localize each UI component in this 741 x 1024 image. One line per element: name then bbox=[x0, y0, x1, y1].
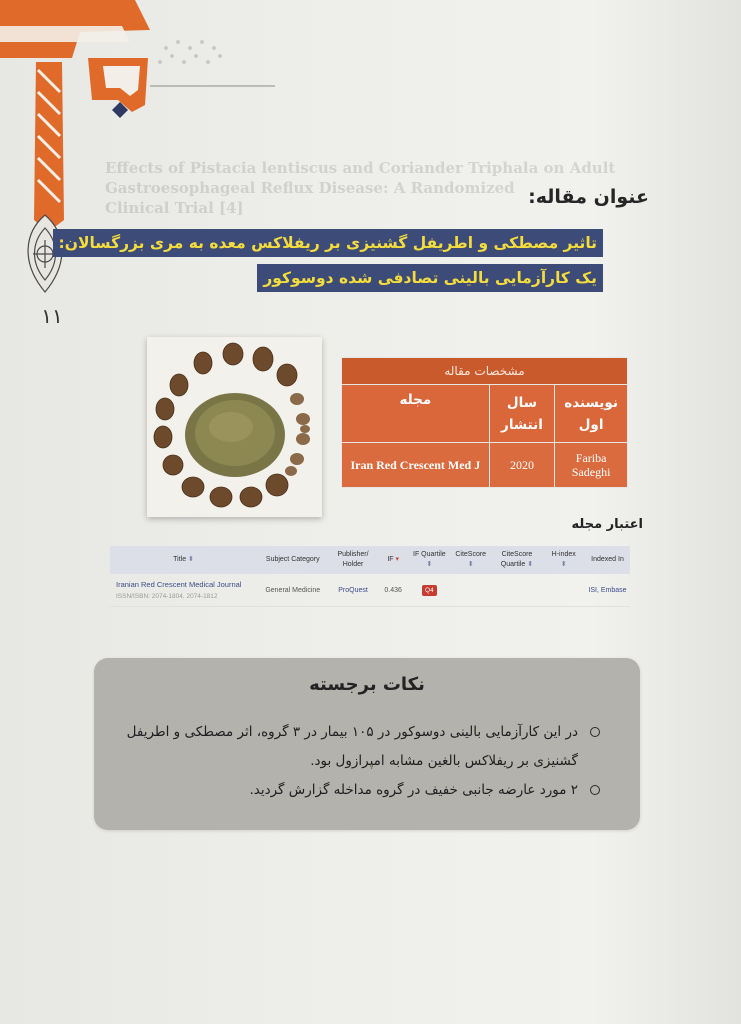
circle-bullet-icon bbox=[590, 727, 600, 737]
journal-title-cell bbox=[110, 574, 257, 607]
article-title bbox=[53, 229, 603, 292]
journal-if-quartile bbox=[409, 574, 450, 607]
col-citescore[interactable]: CiteScore ⬍ bbox=[450, 546, 492, 574]
ghost-line: Gastroesophageal Reflux Disease: A Randomized bbox=[105, 179, 515, 197]
article-title-line-1: تاثیر مصطکی و اطریفل گشنیزی بر ریفلاکس معده به مری بزرگسالان: bbox=[53, 229, 603, 257]
journal-if: 0.436 bbox=[378, 574, 409, 607]
journal-credit-label: اعتبار مجله bbox=[571, 517, 643, 532]
page-number: ۱۱ bbox=[41, 304, 63, 328]
col-if[interactable]: IF ▾ bbox=[378, 546, 409, 574]
spec-col-journal: مجله bbox=[342, 385, 490, 443]
sort-arrows-icon: ⬍ bbox=[188, 556, 194, 563]
spec-value-year: 2020 bbox=[489, 443, 554, 488]
table-row bbox=[110, 574, 630, 607]
article-title-line-2: یک کارآزمایی بالینی تصادفی شده دوسوکور bbox=[257, 264, 603, 292]
journal-metrics-table bbox=[110, 546, 630, 607]
article-spec-table bbox=[341, 357, 628, 488]
spec-value-journal: Iran Red Crescent Med J bbox=[342, 443, 490, 488]
spec-table-heading: مشخصات مقاله bbox=[342, 358, 628, 385]
col-publisher[interactable]: Publisher/ Holder bbox=[328, 546, 377, 574]
circle-bullet-icon bbox=[590, 785, 600, 795]
spec-col-author: نویسنده اول bbox=[555, 385, 628, 443]
spec-col-year: سال انتشار bbox=[489, 385, 554, 443]
col-title[interactable]: Title ⬍ bbox=[110, 546, 257, 574]
journal-indexed-in: ISI, Embase bbox=[585, 574, 630, 607]
journal-subject: General Medicine bbox=[257, 574, 328, 607]
highlight-text: در این کارآزمایی بالینی دوسوکور در ۱۰۵ بیمار در ۳ گروه، اثر مصطکی و اطریفل گشنیزی بر ریفلاکس بالغین مشابه امپرازول بود. bbox=[126, 724, 578, 769]
journal-citescore-quartile bbox=[491, 574, 542, 607]
article-title-label: عنوان مقاله: bbox=[528, 186, 649, 208]
col-citescore-quartile[interactable]: CiteScore Quartile ⬍ bbox=[491, 546, 542, 574]
col-subject[interactable]: Subject Category bbox=[257, 546, 328, 574]
journal-citescore bbox=[450, 574, 492, 607]
quartile-badge: Q4 bbox=[422, 585, 437, 596]
spec-value-author: Fariba Sadeghi bbox=[555, 443, 628, 488]
herb-photo bbox=[147, 337, 322, 517]
ghost-line: Effects of Pistacia lentiscus and Coriander Triphala on Adult bbox=[105, 159, 616, 177]
journal-h-index bbox=[542, 574, 585, 607]
list-item bbox=[112, 776, 600, 805]
journal-publisher-link[interactable]: ProQuest bbox=[328, 574, 377, 607]
col-indexed-in: Indexed In bbox=[585, 546, 630, 574]
highlights-panel bbox=[94, 658, 640, 830]
col-h-index[interactable]: H-index ⬍ bbox=[542, 546, 585, 574]
ghost-line: Clinical Trial [4] bbox=[105, 199, 244, 217]
sort-arrows-icon: ⬍ bbox=[426, 561, 433, 568]
journal-issn: ISSN/ISBN: 2074-1804, 2074-1812 bbox=[116, 593, 218, 600]
highlights-title: نکات برجسته bbox=[309, 674, 425, 695]
sort-arrows-icon: ⬍ bbox=[467, 561, 474, 568]
sort-arrows-icon: ⬍ bbox=[527, 561, 534, 568]
list-item bbox=[112, 718, 600, 776]
journal-name-link[interactable]: Iranian Red Crescent Medical Journal bbox=[116, 580, 242, 589]
sort-down-icon: ▾ bbox=[395, 556, 400, 563]
seeds-ring-image bbox=[147, 337, 322, 517]
col-if-quartile[interactable]: IF Quartile ⬍ bbox=[409, 546, 450, 574]
table-header-row bbox=[110, 546, 630, 574]
highlights-list bbox=[112, 718, 600, 805]
highlight-text: ۲ مورد عارضه جانبی خفیف در گروه مداخله گزارش گردید. bbox=[249, 782, 578, 798]
sort-arrows-icon: ⬍ bbox=[560, 561, 567, 568]
